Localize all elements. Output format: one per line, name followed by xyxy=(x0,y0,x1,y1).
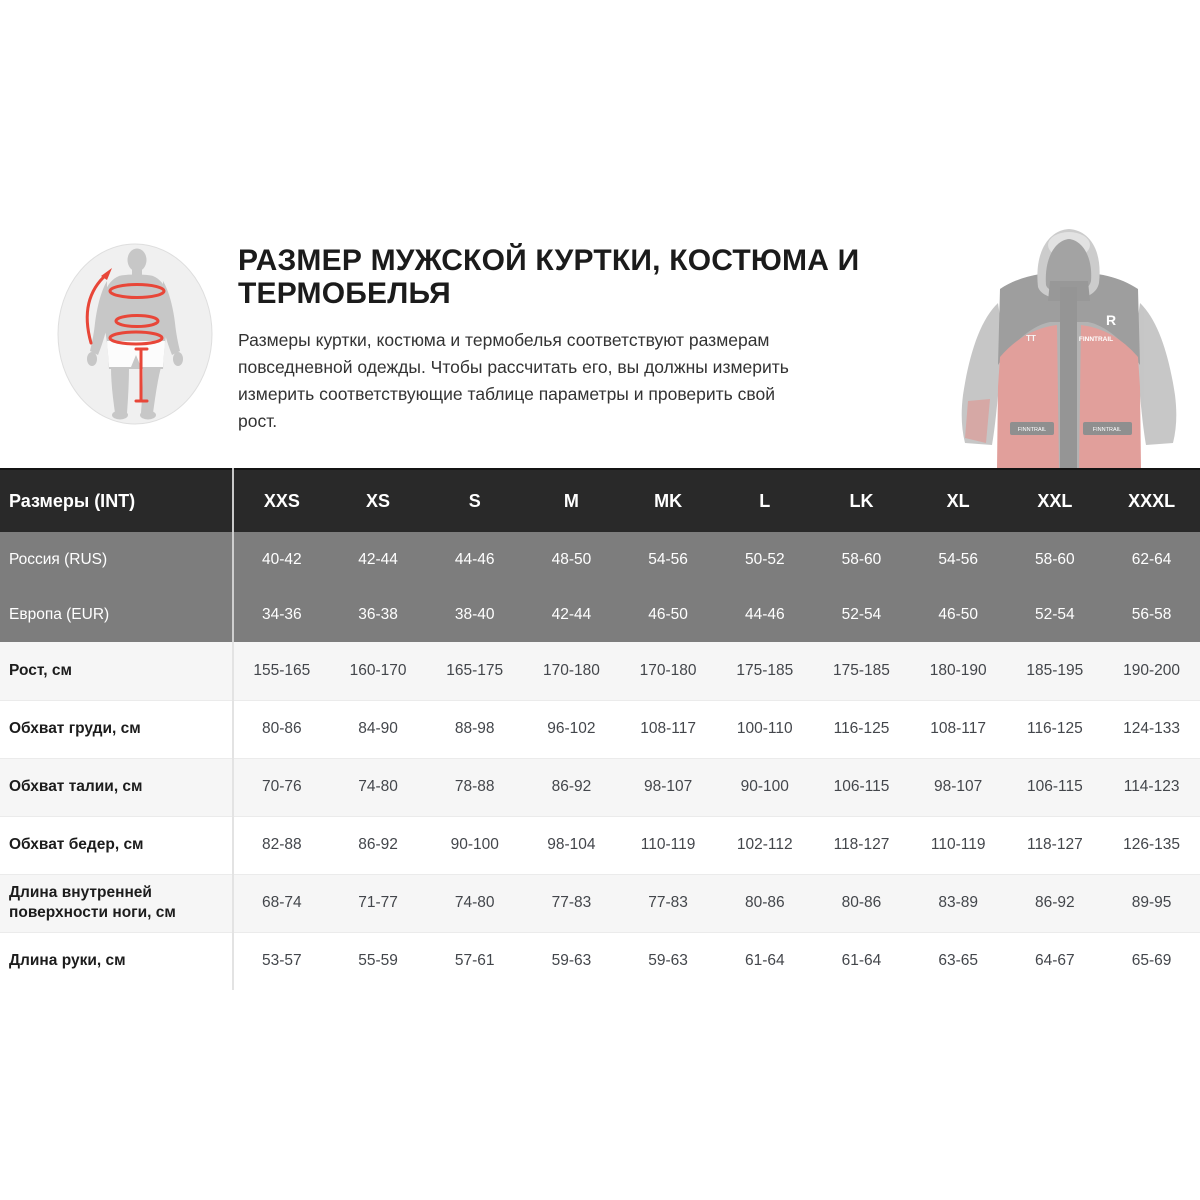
size-value-cell: 83-89 xyxy=(910,874,1007,932)
size-value-cell: 170-180 xyxy=(523,642,620,700)
size-value-cell: 62-64 xyxy=(1103,532,1200,587)
size-value-cell: 180-190 xyxy=(910,642,1007,700)
size-value-cell: 68-74 xyxy=(233,874,330,932)
size-column-header: XXXL xyxy=(1103,469,1200,532)
size-column-header: XS xyxy=(330,469,427,532)
size-value-cell: 58-60 xyxy=(1007,532,1104,587)
size-value-cell: 71-77 xyxy=(330,874,427,932)
size-value-cell: 50-52 xyxy=(716,532,813,587)
measure-row xyxy=(0,700,1200,758)
size-value-cell: 82-88 xyxy=(233,816,330,874)
measure-row xyxy=(0,874,1200,932)
size-value-cell: 90-100 xyxy=(716,758,813,816)
size-value-cell: 52-54 xyxy=(1007,587,1104,642)
size-value-cell: 42-44 xyxy=(523,587,620,642)
size-column-header: S xyxy=(426,469,523,532)
table-corner-header: Размеры (INT) xyxy=(0,469,233,532)
size-value-cell: 110-119 xyxy=(620,816,717,874)
intro-description-line: повседневной одежды. Чтобы рассчитать его, вы должны измерить xyxy=(238,357,789,377)
size-value-cell: 84-90 xyxy=(330,700,427,758)
row-label: Рост, см xyxy=(0,642,233,700)
jacket-product-svg xyxy=(938,225,1200,468)
size-value-cell: 52-54 xyxy=(813,587,910,642)
size-value-cell: 96-102 xyxy=(523,700,620,758)
size-value-cell: 106-115 xyxy=(813,758,910,816)
size-value-cell: 55-59 xyxy=(330,932,427,990)
row-label: Обхват талии, см xyxy=(0,758,233,816)
size-table-body xyxy=(0,532,1200,990)
body-measurement-svg xyxy=(57,243,213,425)
row-label: Длина внутренней поверхности ноги, см xyxy=(0,874,233,932)
size-value-cell: 53-57 xyxy=(233,932,330,990)
size-value-cell: 160-170 xyxy=(330,642,427,700)
region-row xyxy=(0,532,1200,587)
intro-description-line: Размеры куртки, костюма и термобелья соответствуют размерам xyxy=(238,330,770,350)
size-value-cell: 86-92 xyxy=(523,758,620,816)
size-value-cell: 42-44 xyxy=(330,532,427,587)
row-label: Обхват бедер, см xyxy=(0,816,233,874)
size-value-cell: 48-50 xyxy=(523,532,620,587)
size-value-cell: 110-119 xyxy=(910,816,1007,874)
size-table-header-row xyxy=(0,469,1200,532)
measure-row xyxy=(0,932,1200,990)
size-value-cell: 36-38 xyxy=(330,587,427,642)
size-value-cell: 116-125 xyxy=(813,700,910,758)
size-value-cell: 190-200 xyxy=(1103,642,1200,700)
size-value-cell: 44-46 xyxy=(426,532,523,587)
size-value-cell: 118-127 xyxy=(1007,816,1104,874)
size-value-cell: 106-115 xyxy=(1007,758,1104,816)
size-value-cell: 90-100 xyxy=(426,816,523,874)
size-column-header: MK xyxy=(620,469,717,532)
size-value-cell: 57-61 xyxy=(426,932,523,990)
size-value-cell: 64-67 xyxy=(1007,932,1104,990)
size-value-cell: 61-64 xyxy=(813,932,910,990)
size-value-cell: 40-42 xyxy=(233,532,330,587)
size-value-cell: 80-86 xyxy=(813,874,910,932)
measure-row xyxy=(0,758,1200,816)
jacket-logo-r: R xyxy=(1105,312,1117,328)
size-value-cell: 175-185 xyxy=(813,642,910,700)
page-title xyxy=(238,244,859,310)
size-value-cell: 116-125 xyxy=(1007,700,1104,758)
size-column-header: L xyxy=(716,469,813,532)
size-value-cell: 65-69 xyxy=(1103,932,1200,990)
intro-description xyxy=(238,327,859,435)
intro-description-line: рост. xyxy=(238,411,278,431)
size-value-cell: 58-60 xyxy=(813,532,910,587)
size-value-cell: 38-40 xyxy=(426,587,523,642)
size-value-cell: 108-117 xyxy=(620,700,717,758)
page-title-line: ТЕРМОБЕЛЬЯ xyxy=(238,277,451,310)
size-column-header: LK xyxy=(813,469,910,532)
jacket-brand-text: FINNTRAIL xyxy=(1078,336,1114,343)
size-value-cell: 185-195 xyxy=(1007,642,1104,700)
measure-row xyxy=(0,642,1200,700)
row-label: Россия (RUS) xyxy=(0,532,233,587)
size-value-cell: 98-107 xyxy=(910,758,1007,816)
size-value-cell: 74-80 xyxy=(330,758,427,816)
size-value-cell: 175-185 xyxy=(716,642,813,700)
intro-section xyxy=(0,0,1200,468)
size-table-head xyxy=(0,469,1200,532)
size-value-cell: 34-36 xyxy=(233,587,330,642)
size-value-cell: 80-86 xyxy=(233,700,330,758)
jacket-strap-left-text: FINNTRAIL xyxy=(1017,427,1047,433)
jacket-product-image xyxy=(938,225,1200,468)
size-value-cell: 108-117 xyxy=(910,700,1007,758)
jacket-strap-right-text: FINNTRAIL xyxy=(1092,427,1122,433)
size-value-cell: 59-63 xyxy=(620,932,717,990)
size-value-cell: 77-83 xyxy=(620,874,717,932)
size-value-cell: 170-180 xyxy=(620,642,717,700)
size-column-header: M xyxy=(523,469,620,532)
size-column-header: XXL xyxy=(1007,469,1104,532)
size-value-cell: 88-98 xyxy=(426,700,523,758)
size-value-cell: 44-46 xyxy=(716,587,813,642)
size-value-cell: 56-58 xyxy=(1103,587,1200,642)
size-value-cell: 70-76 xyxy=(233,758,330,816)
size-value-cell: 86-92 xyxy=(1007,874,1104,932)
measure-row xyxy=(0,816,1200,874)
body-measurement-icon xyxy=(57,243,213,425)
size-value-cell: 77-83 xyxy=(523,874,620,932)
size-value-cell: 114-123 xyxy=(1103,758,1200,816)
size-column-header: XL xyxy=(910,469,1007,532)
size-value-cell: 46-50 xyxy=(910,587,1007,642)
size-value-cell: 54-56 xyxy=(910,532,1007,587)
size-value-cell: 80-86 xyxy=(716,874,813,932)
intro-description-line: измерить соответствующие таблице параметры и проверить свой xyxy=(238,384,776,404)
size-value-cell: 59-63 xyxy=(523,932,620,990)
size-value-cell: 155-165 xyxy=(233,642,330,700)
size-value-cell: 124-133 xyxy=(1103,700,1200,758)
row-label: Обхват груди, см xyxy=(0,700,233,758)
size-table xyxy=(0,468,1200,990)
size-value-cell: 165-175 xyxy=(426,642,523,700)
size-value-cell: 46-50 xyxy=(620,587,717,642)
size-value-cell: 118-127 xyxy=(813,816,910,874)
page-title-line: РАЗМЕР МУЖСКОЙ КУРТКИ, КОСТЮМА И xyxy=(238,244,860,277)
size-value-cell: 126-135 xyxy=(1103,816,1200,874)
size-value-cell: 63-65 xyxy=(910,932,1007,990)
jacket-chest-mark: TT xyxy=(1026,334,1036,343)
size-value-cell: 54-56 xyxy=(620,532,717,587)
size-value-cell: 98-104 xyxy=(523,816,620,874)
size-value-cell: 74-80 xyxy=(426,874,523,932)
size-value-cell: 89-95 xyxy=(1103,874,1200,932)
size-value-cell: 98-107 xyxy=(620,758,717,816)
size-value-cell: 86-92 xyxy=(330,816,427,874)
row-label: Европа (EUR) xyxy=(0,587,233,642)
intro-text-block xyxy=(238,244,859,435)
size-value-cell: 61-64 xyxy=(716,932,813,990)
size-value-cell: 78-88 xyxy=(426,758,523,816)
size-value-cell: 102-112 xyxy=(716,816,813,874)
region-row xyxy=(0,587,1200,642)
row-label: Длина руки, см xyxy=(0,932,233,990)
size-column-header: XXS xyxy=(233,469,330,532)
size-value-cell: 100-110 xyxy=(716,700,813,758)
